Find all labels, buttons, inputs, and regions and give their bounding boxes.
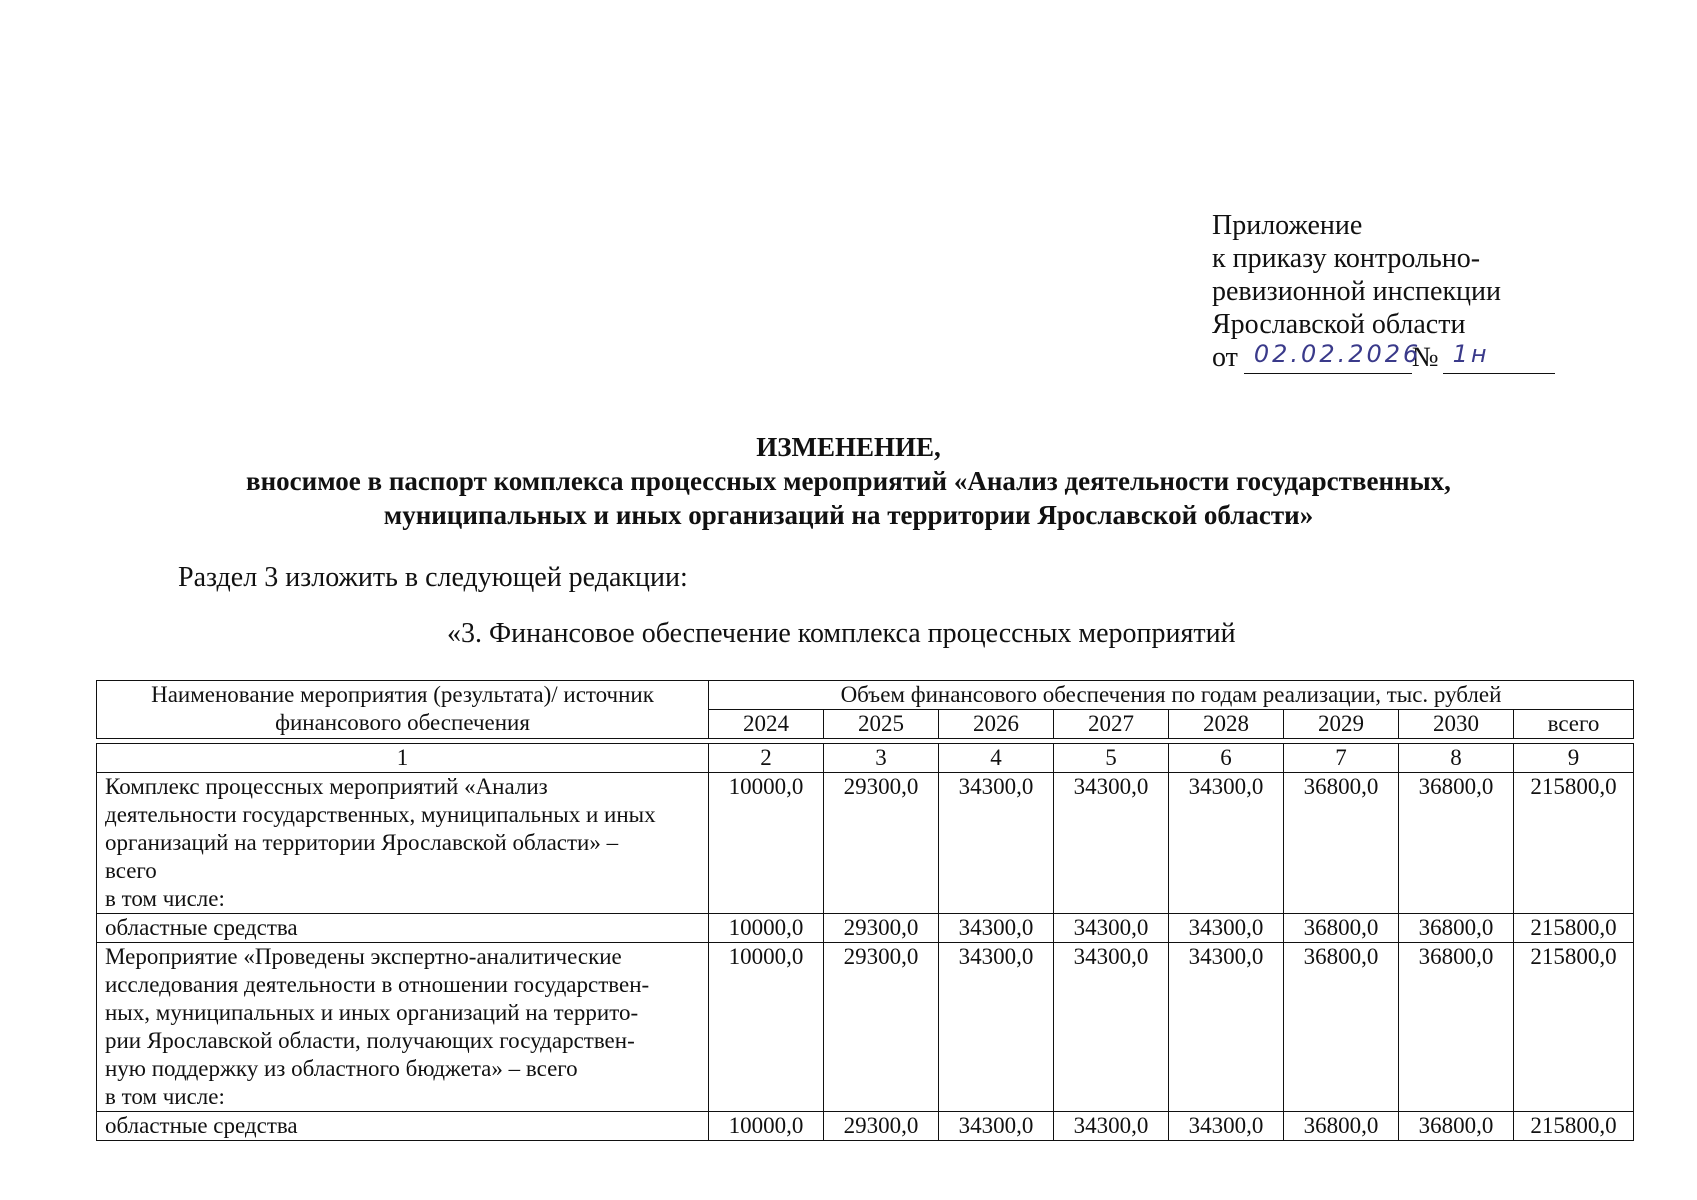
row-name-line: в том числе: [105,1084,225,1109]
value-cell: 36800,0 [1399,914,1514,943]
row-name-cell [97,943,709,1112]
table-row [97,914,1634,943]
row-name-cell [97,914,709,943]
value-cell: 36800,0 [1284,773,1399,914]
row-name-line: Мероприятие «Проведены экспертно-аналитические [105,944,622,969]
value-cell: 10000,0 [709,1112,824,1141]
row-name-line: рии Ярославской области, получающих государствен- [105,1028,635,1053]
column-number-cell: 4 [939,744,1054,773]
column-number-cell: 2 [709,744,824,773]
value-cell: 10000,0 [709,773,824,914]
appendix-line: ревизионной инспекции [1212,276,1501,307]
year-cell: 2030 [1399,710,1514,739]
appendix-line: к приказу контрольно- [1212,243,1481,274]
column-number-cell: 3 [824,744,939,773]
year-cell: 2026 [939,710,1054,739]
instruction-text: Раздел 3 изложить в следующей редакции: [178,562,688,593]
column-number-cell: 8 [1399,744,1514,773]
row-name-line: областные средства [105,1113,298,1138]
row-name-line: исследования деятельности в отношении государствен- [105,972,650,997]
column-number-cell: 1 [97,744,709,773]
column-number-cell: 5 [1054,744,1169,773]
row-name-line: в том числе: [105,886,225,911]
value-cell: 29300,0 [824,914,939,943]
value-cell: 34300,0 [1169,943,1284,1112]
order-date-handwritten: 02.02.2026 [1253,340,1422,368]
value-cell: 36800,0 [1399,1112,1514,1141]
year-cell: 2025 [824,710,939,739]
row-name-line: организаций на территории Ярославской области» – [105,830,619,855]
value-cell: 10000,0 [709,943,824,1112]
value-cell: 215800,0 [1514,914,1634,943]
order-number-field [1443,341,1555,374]
value-cell: 34300,0 [939,1112,1054,1141]
value-cell: 34300,0 [1169,914,1284,943]
value-cell: 34300,0 [1054,914,1169,943]
value-cell: 36800,0 [1284,914,1399,943]
year-cell: всего [1514,710,1634,739]
value-cell: 34300,0 [1054,943,1169,1112]
title-line-3: муниципальных и иных организаций на территории Ярославской области» [383,500,1314,530]
document-title [0,430,1697,532]
row-name-cell [97,773,709,914]
financing-table [96,680,1634,1141]
table-row [97,1112,1634,1141]
year-cell: 2028 [1169,710,1284,739]
value-cell: 34300,0 [939,943,1054,1112]
value-cell: 36800,0 [1284,943,1399,1112]
table-row [97,773,1634,914]
row-name-line: областные средства [105,915,298,940]
column-number-cell: 7 [1284,744,1399,773]
order-date-field [1244,340,1422,374]
appendix-block [1212,209,1555,374]
date-prefix: от [1212,342,1238,373]
column-number-row [97,744,1634,773]
value-cell: 36800,0 [1399,943,1514,1112]
year-cell: 2024 [709,710,824,739]
value-cell: 34300,0 [1054,773,1169,914]
row-name-line: всего [105,858,157,883]
header-volume-cell: Объем финансового обеспечения по годам реализации, тыс. рублей [709,681,1634,710]
year-cell: 2029 [1284,710,1399,739]
value-cell: 34300,0 [939,914,1054,943]
order-number-handwritten: 1н [1452,340,1490,368]
value-cell: 215800,0 [1514,1112,1634,1141]
value-cell: 34300,0 [1169,773,1284,914]
value-cell: 36800,0 [1399,773,1514,914]
value-cell: 215800,0 [1514,943,1634,1112]
header-row [97,681,1634,710]
row-name-line: деятельности государственных, муниципальных и иных [105,802,656,827]
value-cell: 29300,0 [824,773,939,914]
row-name-line: Комплекс процессных мероприятий «Анализ [105,774,548,799]
row-name-line: ных, муниципальных и иных организаций на террито- [105,1000,639,1025]
appendix-line: Приложение [1212,210,1363,241]
row-name-cell [97,1112,709,1141]
column-number-cell: 6 [1169,744,1284,773]
section-heading: «3. Финансовое обеспечение комплекса процессных мероприятий [447,618,1236,649]
number-sign: № [1411,342,1439,373]
value-cell: 29300,0 [824,943,939,1112]
year-cell: 2027 [1054,710,1169,739]
table-row [97,943,1634,1112]
value-cell: 29300,0 [824,1112,939,1141]
row-name-line: ную поддержку из областного бюджета» – всего [105,1056,578,1081]
column-number-cell: 9 [1514,744,1634,773]
value-cell: 36800,0 [1284,1112,1399,1141]
value-cell: 215800,0 [1514,773,1634,914]
value-cell: 34300,0 [939,773,1054,914]
appendix-line: Ярославской области [1212,309,1466,340]
value-cell: 34300,0 [1054,1112,1169,1141]
header-name-cell: Наименование мероприятия (результата)/ источник финансового обеспечения [97,681,709,739]
order-date-line [1212,341,1555,374]
title-line-2: вносимое в паспорт комплекса процессных мероприятий «Анализ деятельности государственных, [246,466,1451,496]
title-line-1: ИЗМЕНЕНИЕ, [756,432,941,462]
value-cell: 34300,0 [1169,1112,1284,1141]
value-cell: 10000,0 [709,914,824,943]
